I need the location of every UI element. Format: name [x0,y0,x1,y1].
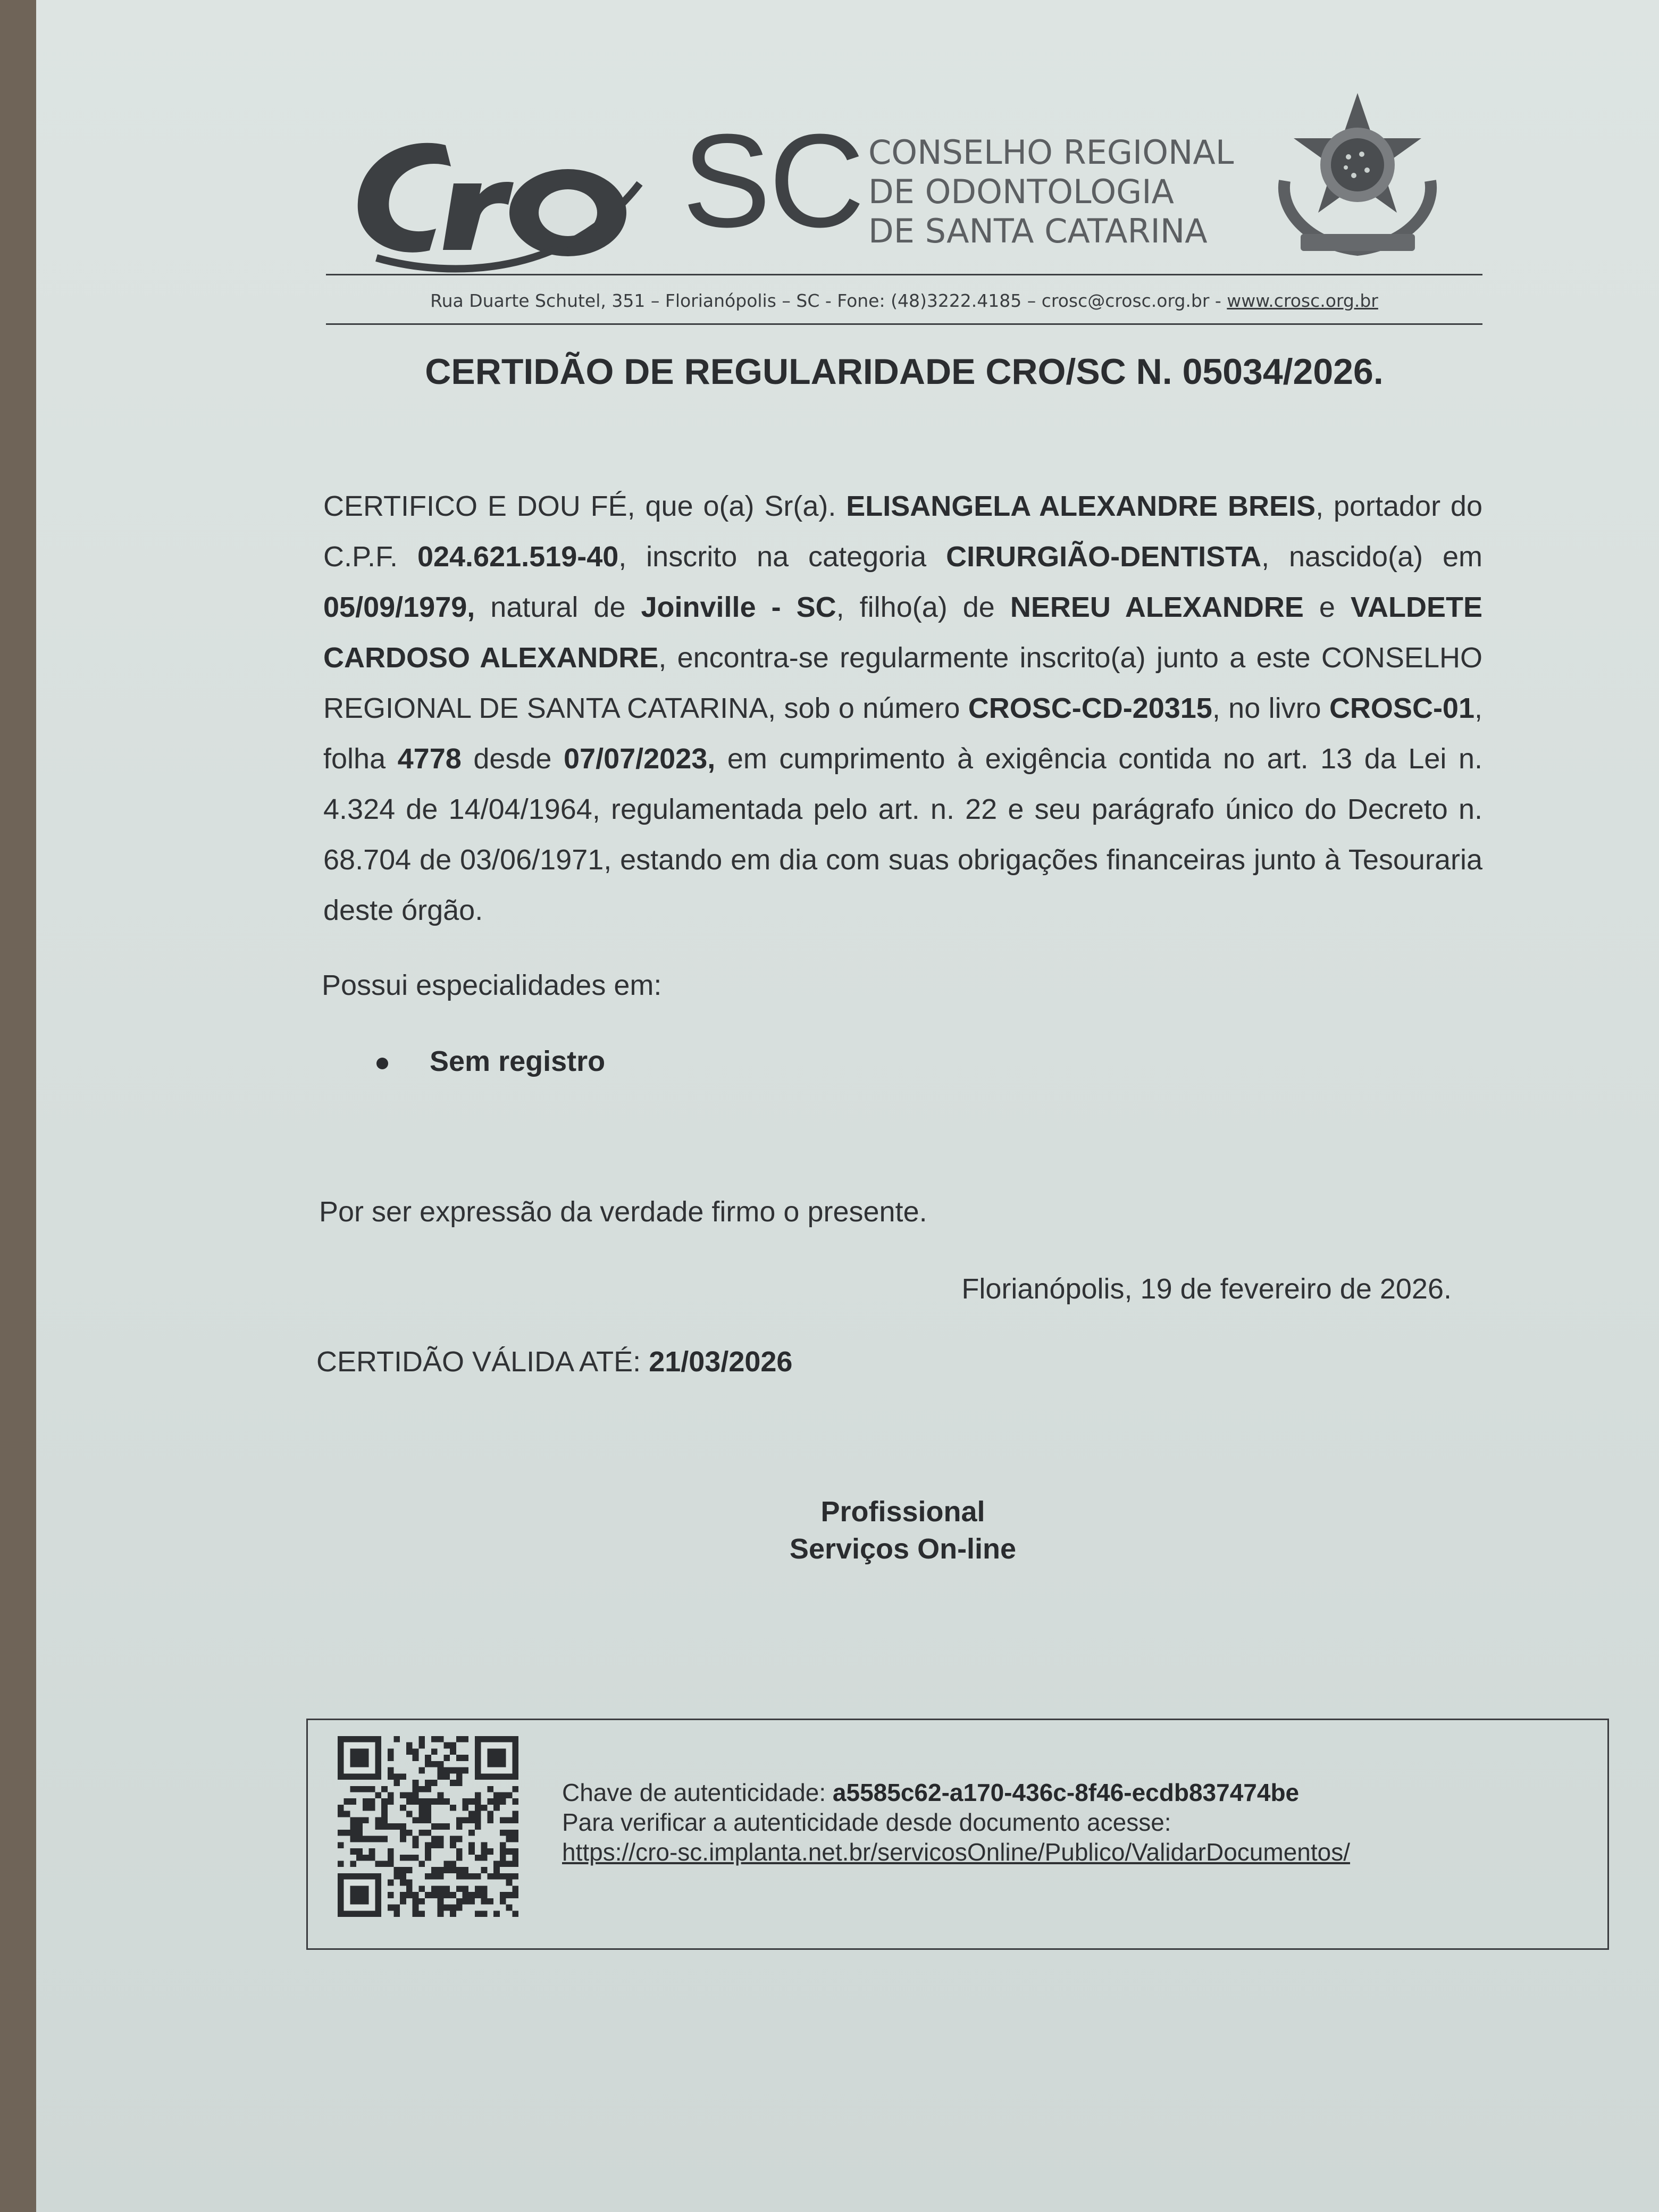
certificate-title: CERTIDÃO DE REGULARIDADE CRO/SC N. 05034/2026. [425,351,1384,392]
council-line-1: CONSELHO REGIONAL [868,133,1234,172]
specialties-intro: Possui especialidades em: [322,969,662,1001]
auth-key-label: Chave de autenticidade: [562,1779,833,1806]
specialties-list [376,1045,605,1078]
header-rule-bottom [326,323,1482,325]
since-date: 07/07/2023, [564,743,716,775]
authenticity-box [306,1719,1609,1950]
certificate-body [323,481,1482,936]
body-text-4: , nascido(a) em [1261,541,1482,573]
certificate-page [36,0,1659,2212]
place-and-date: Florianópolis, 19 de fevereiro de 2026. [961,1273,1452,1305]
body-text-2: , portador do C.P.F. [323,490,1482,573]
holder-name: ELISANGELA ALEXANDRE BREIS [846,490,1316,522]
auth-key: a5585c62-a170-436c-8f46-ecdb837474be [832,1779,1300,1806]
body-text-9: , no livro [1212,692,1329,724]
body-text-3: , inscrito na categoria [618,541,946,573]
cpf-number: 024.621.519-40 [417,541,619,573]
body-text-8: , encontra-se regularmente inscrito(a) junto a este CONSELHO REGIONAL DE SANTA CATARINA, sob o número [323,642,1482,724]
validation-link[interactable]: https://cro-sc.implanta.net.br/servicosOnline/Publico/ValidarDocumentos/ [562,1838,1351,1866]
registration-number: CROSC-CD-20315 [968,692,1212,724]
birthplace: Joinville - SC [641,591,836,623]
validity-date: 21/03/2026 [649,1346,793,1378]
qr-code-icon [338,1736,518,1917]
body-text-11: desde [461,743,564,775]
validity-label: CERTIDÃO VÁLIDA ATÉ: [316,1346,649,1378]
cro-logo-icon [345,120,658,274]
council-line-2: DE ODONTOLOGIA [868,172,1174,211]
header-rule-top [326,274,1482,275]
signature-line-1: Profissional [820,1496,985,1528]
validity-line [316,1345,792,1378]
authenticity-text [562,1778,1350,1867]
body-text-6: , filho(a) de [836,591,1010,623]
brazil-coat-of-arms-icon [1269,90,1447,263]
list-item: Sem registro [376,1045,605,1078]
address-text: Rua Duarte Schutel, 351 – Florianópolis – SC - Fone: (48)3222.4185 – crosc@crosc.org.br - [430,290,1227,311]
sc-logo-text: SC [682,106,863,255]
body-text-12: em cumprimento à exigência contida no art. 13 da Lei n. 4.324 de 14/04/1964, regulamentada pelo art. n. 22 e seu parágrafo único do Decreto n. 68.704 de 03/06/1971, estando em dia com suas obrigações financeiras junto à Tesouraria deste órgão. [323,743,1482,926]
website-link[interactable]: www.crosc.org.br [1227,290,1378,311]
signature-block [690,1493,1116,1568]
category: CIRURGIÃO-DENTISTA [946,541,1262,573]
address-line [326,290,1482,311]
body-text-10: , folha [323,692,1483,775]
birth-date: 05/09/1979, [323,591,475,623]
council-line-3: DE SANTA CATARINA [868,212,1208,250]
body-text-1: CERTIFICO E DOU FÉ, que o(a) Sr(a). [323,490,847,522]
signature-line-2: Serviços On-line [789,1533,1017,1565]
body-text-5: natural de [475,591,641,623]
closing-statement: Por ser expressão da verdade firmo o presente. [319,1196,927,1228]
father-name: NEREU ALEXANDRE [1010,591,1304,623]
auth-key-line [562,1778,1350,1807]
body-text-7: e [1303,591,1351,623]
book-number: CROSC-01 [1329,692,1474,724]
page-number: 4778 [397,743,462,775]
council-name [868,133,1234,251]
mother-name: VALDETE CARDOSO ALEXANDRE [323,591,1482,674]
auth-verify-text: Para verificar a autenticidade desde documento acesse: [562,1808,1171,1836]
